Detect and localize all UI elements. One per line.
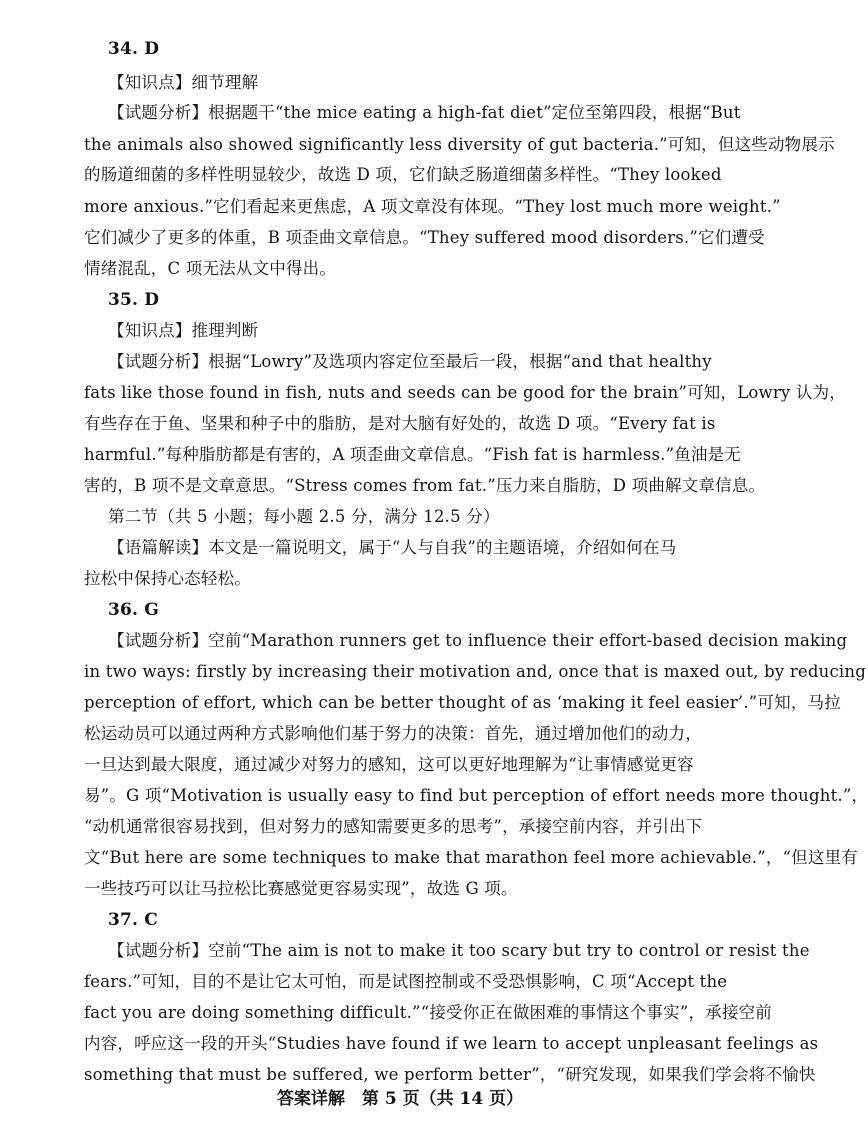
- q34-analysis-line: the animals also showed significantly less diversity of gut bacteria.”可知，但这些动物展示: [84, 135, 835, 154]
- q34-analysis-line: 它们减少了更多的体重，B 项歪曲文章信息。“They suffered mood disorders.”它们遭受: [84, 228, 765, 247]
- q34-analysis-line: 【试题分析】根据题干“the mice eating a high-fat diet”定位至第四段，根据“But: [108, 103, 741, 122]
- q36-analysis-line: 松运动员可以通过两种方式影响他们基于努力的决策：首先，通过增加他们的动力，: [84, 724, 702, 743]
- q35-number: 35. D: [108, 290, 160, 310]
- q35-analysis-line: fats like those found in fish, nuts and seeds can be good for the brain”可知，Lowry 认为，: [84, 383, 846, 402]
- page-footer: 答案详解 第 5 页（共 14 页）: [276, 1089, 524, 1109]
- q37-analysis-line: fact you are doing something difficult.”“接受你正在做困难的事情这个事实”，承接空前: [84, 1003, 772, 1022]
- q36-number: 36. G: [108, 600, 160, 620]
- q34-knowledge-point: 【知识点】细节理解: [108, 73, 259, 92]
- q36-analysis-line: perception of effort, which can be better thought of as ‘making it feel easier’.”可知，马拉: [84, 693, 841, 712]
- q37-analysis-line: something that must be suffered, we perform better”，“研究发现，如果我们学会将不愉快: [84, 1065, 816, 1084]
- q34-analysis-line: 情绪混乱，C 项无法从文中得出。: [84, 259, 337, 278]
- q36-analysis-line: 易”。G 项“Motivation is usually easy to find but perception of effort needs more thought.”，: [84, 786, 868, 805]
- q35-analysis-line: harmful.”每种脂肪都是有害的，A 项歪曲文章信息。“Fish fat is harmless.”鱼油是无: [84, 445, 742, 464]
- passage-reading-line: 拉松中保持心态轻松。: [84, 569, 251, 588]
- q36-analysis-line: 一些技巧可以让马拉松比赛感觉更容易实现”，故选 G 项。: [84, 879, 518, 898]
- q36-analysis-line: 文“But here are some techniques to make that marathon feel more achievable.”，“但这里有: [84, 848, 858, 867]
- q35-knowledge-point: 【知识点】推理判断: [108, 321, 259, 340]
- q35-analysis-line: 有些存在于鱼、坚果和种子中的脂肪，是对大脑有好处的，故选 D 项。“Every fat is: [84, 414, 716, 433]
- q37-analysis-line: 【试题分析】空前“The aim is not to make it too scary but try to control or resist the: [108, 941, 810, 960]
- q36-analysis-line: 【试题分析】空前“Marathon runners get to influence their effort-based decision making: [108, 631, 848, 650]
- q36-analysis-line: “动机通常很容易找到，但对努力的感知需要更多的思考”，承接空前内容，并引出下: [84, 817, 703, 836]
- passage-reading-line: 【语篇解读】本文是一篇说明文，属于“人与自我”的主题语境，介绍如何在马: [108, 538, 677, 557]
- q37-number: 37. C: [108, 910, 159, 930]
- q34-analysis-line: 的肠道细菌的多样性明显较少，故选 D 项，它们缺乏肠道细菌多样性。“They looked: [84, 165, 722, 184]
- q34-analysis-line: more anxious.”它们看起来更焦虑，A 项文章没有体现。“They lost much more weight.”: [84, 197, 781, 216]
- section2-heading: 第二节（共 5 小题；每小题 2.5 分，满分 12.5 分）: [108, 507, 500, 526]
- q34-number: 34. D: [108, 39, 160, 59]
- q37-analysis-line: 内容，呼应这一段的开头“Studies have found if we learn to accept unpleasant feelings as: [84, 1034, 819, 1053]
- q37-analysis-line: fears.”可知，目的不是让它太可怕，而是试图控制或不受恐惧影响，C 项“Accept the: [84, 972, 728, 991]
- q35-analysis-line: 【试题分析】根据“Lowry”及选项内容定位至最后一段，根据“and that healthy: [108, 352, 712, 371]
- q35-analysis-line: 害的，B 项不是文章意思。“Stress comes from fat.”压力来自脂肪，D 项曲解文章信息。: [84, 476, 766, 495]
- q36-analysis-line: 一旦达到最大限度，通过减少对努力的感知，这可以更好地理解为“让事情感觉更容: [84, 755, 694, 774]
- q36-analysis-line: in two ways: firstly by increasing their motivation and, once that is maxed out, by reducing: [84, 662, 866, 681]
